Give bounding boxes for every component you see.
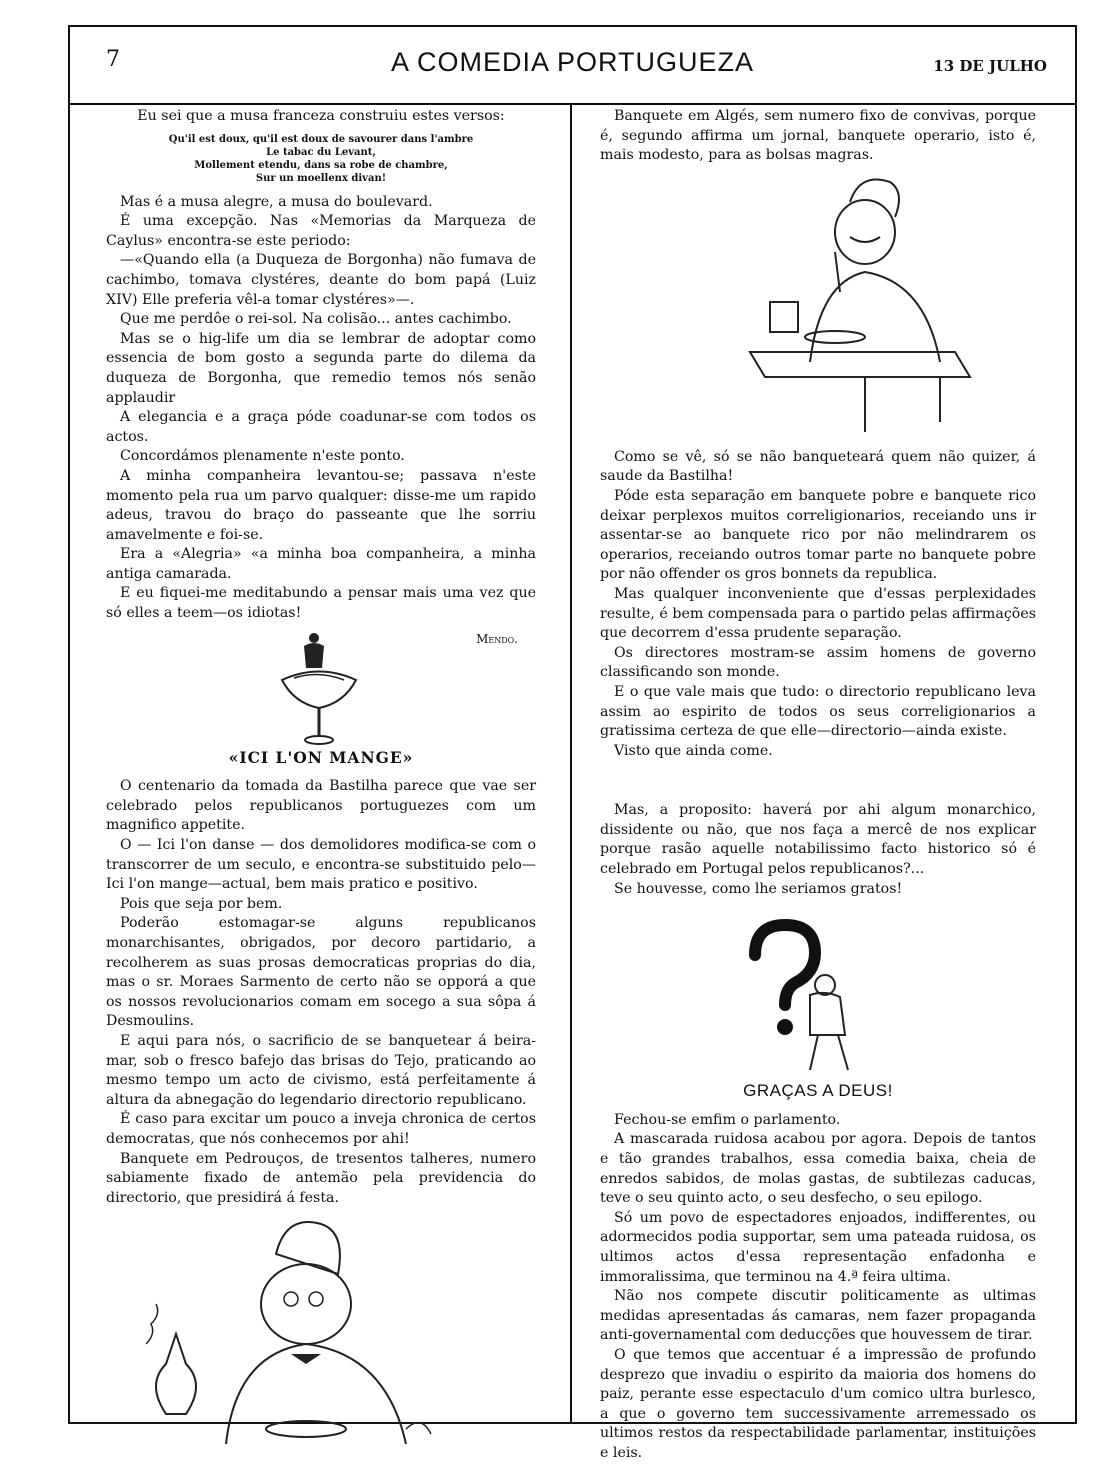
paragraph: Os directores mostram-se assim homens de governo classificando son monde.	[600, 644, 1036, 681]
dancer-illustration-block	[106, 624, 536, 744]
paragraph: E aqui para nós, o sacrificio de se banquetear á beira-mar, sob o fresco bafejo das brisas do Tejo, praticando ao mesmo tempo um acto de civismo, está perfeitamente á altura da abnegação do legendario directorio republicano.	[106, 1032, 536, 1108]
paragraph: E o que vale mais que tudo: o directorio republicano leva assim ao espirito de todos os seus correligionarios a gratissima certeza de que elle—directorio—ainda existe.	[600, 683, 1036, 740]
poem-line: Mollement etendu, dans sa robe de chambre,	[194, 159, 448, 171]
masthead	[70, 27, 1075, 105]
paragraph: O centenario da tomada da Bastilha parece que vae ser celebrado pelos republicanos portuguezes com um magnifico appetite.	[106, 778, 536, 834]
french-poem	[106, 133, 536, 185]
section-title-gracas-a-deus: GRAÇAS A DEUS!	[743, 1081, 893, 1101]
page-number: 7	[106, 47, 120, 72]
paragraph: Banquete em Algés, sem numero fixo de convivas, porque é, segundo affirma um jornal, banquete operario, isto é, mais modesto, para as bolsas magras.	[600, 108, 1036, 164]
paragraph: —«Quando ella (a Duqueza de Borgonha) não fumava de cachimbo, tomava clystéres, deante do bom papá (Luiz XIV) Elle preferia vêl-a tomar clystéres»—.	[106, 252, 536, 308]
paragraph: É uma excepção. Nas «Memorias da Marqueza de Caylus» encontra-se este periodo:	[106, 213, 536, 249]
paragraph: É caso para excitar um pouco a inveja chronica de certos democratas, que nós conhecemos por ahi!	[106, 1111, 536, 1147]
paragraph: E eu fiquei-me meditabundo a pensar mais uma vez que só elles a teem—os idiotas!	[106, 585, 536, 622]
left-column	[106, 107, 536, 1454]
paragraph: Mas qualquer inconveniente que d'essas perplexidades resulte, é bem compensada para o partido pelas affirmações que decorrem d'essa prudente separação.	[600, 585, 1036, 642]
paragraph: Como se vê, só se não banqueteará quem não quizer, á saude da Bastilha!	[600, 448, 1036, 485]
spacer	[600, 761, 1036, 801]
paragraph: A elegancia e a graça póde coadunar-se com todos os actos.	[106, 409, 536, 445]
right-column	[600, 107, 1036, 1464]
section-title-ici-lon-mange: «ICI L'ON MANGE»	[228, 747, 414, 767]
paragraph: Mas, a proposito: haverá por ahi algum monarchico, dissidente ou não, que nos faça a mercê de nos explicar porque rasão aquelle notabilissimo facto historico só é celebrado em Portugal pelos republicanos?...	[600, 802, 1036, 878]
worker-eating-illustration	[740, 172, 980, 442]
intro-line: Eu sei que a musa franceza construiu estes versos:	[137, 108, 505, 124]
paragraph: Poderão estomagar-se alguns republicanos monarchisantes, obrigados, por decoro partidario, a recolherem as suas prosas democraticas proprias do dia, mas o sr. Moraes Sarmento de certo não se opporá a que os nossos revolucionarios comam em socego a sua sôpa á Desmoulins.	[106, 915, 536, 1030]
paragraph: A mascarada ruidosa acabou por agora. Depois de tantos e tão grandes trabalhos, essa comedia baixa, cheia de enredos sabidos, de molas gastas, de subtilezas caducas, teve o seu quinto acto, o seu desfecho, o seu epilogo.	[600, 1131, 1036, 1207]
issue-date: 13 DE JULHO	[933, 57, 1047, 75]
poem-line: Qu'il est doux, qu'il est doux de savourer dans l'ambre	[168, 133, 474, 145]
paragraph: Não nos compete discutir politicamente as ultimas medidas apresentadas ás camaras, nem fazer propaganda anti-governamental com deducções que houvessem de tirar.	[600, 1288, 1036, 1344]
poem-line: Sur un moellenx divan!	[255, 172, 387, 184]
paragraph: Visto que ainda come.	[614, 742, 773, 759]
paragraph: O — Ici l'on danse — dos demolidores modifica-se com o transcorrer de um seculo, e encontra-se substituido pelo—Ici l'on mange—actual, bem mais pratico e positivo.	[106, 837, 536, 893]
paragraph: Mas se o hig-life um dia se lembrar de adoptar como essencia de bom gosto a segunda parte do dilema da duqueza de Borgonha, que remedio temos nós senão applaudir	[106, 330, 536, 406]
newspaper-title: A COMEDIA PORTUGUEZA	[390, 47, 755, 77]
paragraph: Póde esta separação em banquete pobre e banquete rico deixar perplexos muitos correligionarios, receiando uns ir assentar-se ao banquete rico por não melindrarem os operarios, receiando outros tomar parte no banquete pobre por não offender os gros bonnets da republica.	[600, 487, 1036, 583]
paragraph: Era a «Alegria» «a minha boa companheira, a minha antiga camarada.	[106, 546, 536, 582]
paragraph: Que me perdôe o rei-sol. Na colisão... antes cachimbo.	[120, 311, 512, 328]
paragraph: Banquete em Pedrouços, de tresentos talheres, numero sabiamente fixado de antemão pela previdencia do directorio, que presidirá á festa.	[106, 1150, 536, 1206]
paragraph: Concordámos plenamente n'este ponto.	[120, 448, 405, 465]
paragraph: A minha companheira levantou-se; passava n'este momento pela rua um parvo qualquer: disse-me um rapido adeus, travou do braço do passeante que lhe sorriu amavelmente e foi-se.	[106, 467, 536, 543]
dancer-in-glass-illustration	[274, 628, 364, 746]
column-divider	[570, 105, 572, 1422]
paragraph: O que temos que accentuar é a impressão de profundo desprezo que invadiu o espirito da maioria dos homens do paiz, perante esse espectaculo d'um comico ultra burlesco, a que o governo tem successivamente arremessado os ultimos restos da respectabilidade parlamentar, instituições e leis.	[600, 1346, 1036, 1461]
paragraph: Mas é a musa alegre, a musa do boulevard.	[120, 193, 433, 210]
signature: Mendo.	[476, 631, 518, 646]
paragraph: Pois que seja por bem.	[120, 895, 283, 912]
poem-line: Le tabac du Levant,	[266, 146, 376, 158]
paragraph: Se houvesse, como lhe seriamos gratos!	[614, 880, 903, 897]
diner-chef-illustration	[106, 1214, 526, 1454]
page-frame	[68, 25, 1077, 1461]
paragraph: Fechou-se emfim o parlamento.	[614, 1111, 841, 1128]
question-mark-jester-illustration	[740, 915, 900, 1075]
paragraph: Só um povo de espectadores enjoados, indifferentes, ou adormecidos podia supportar, sem uma pateada ruidosa, os ultimos actos d'essa representação enfadonha e immoralissima, que terminou na 4.ª feira ultima.	[600, 1209, 1036, 1285]
